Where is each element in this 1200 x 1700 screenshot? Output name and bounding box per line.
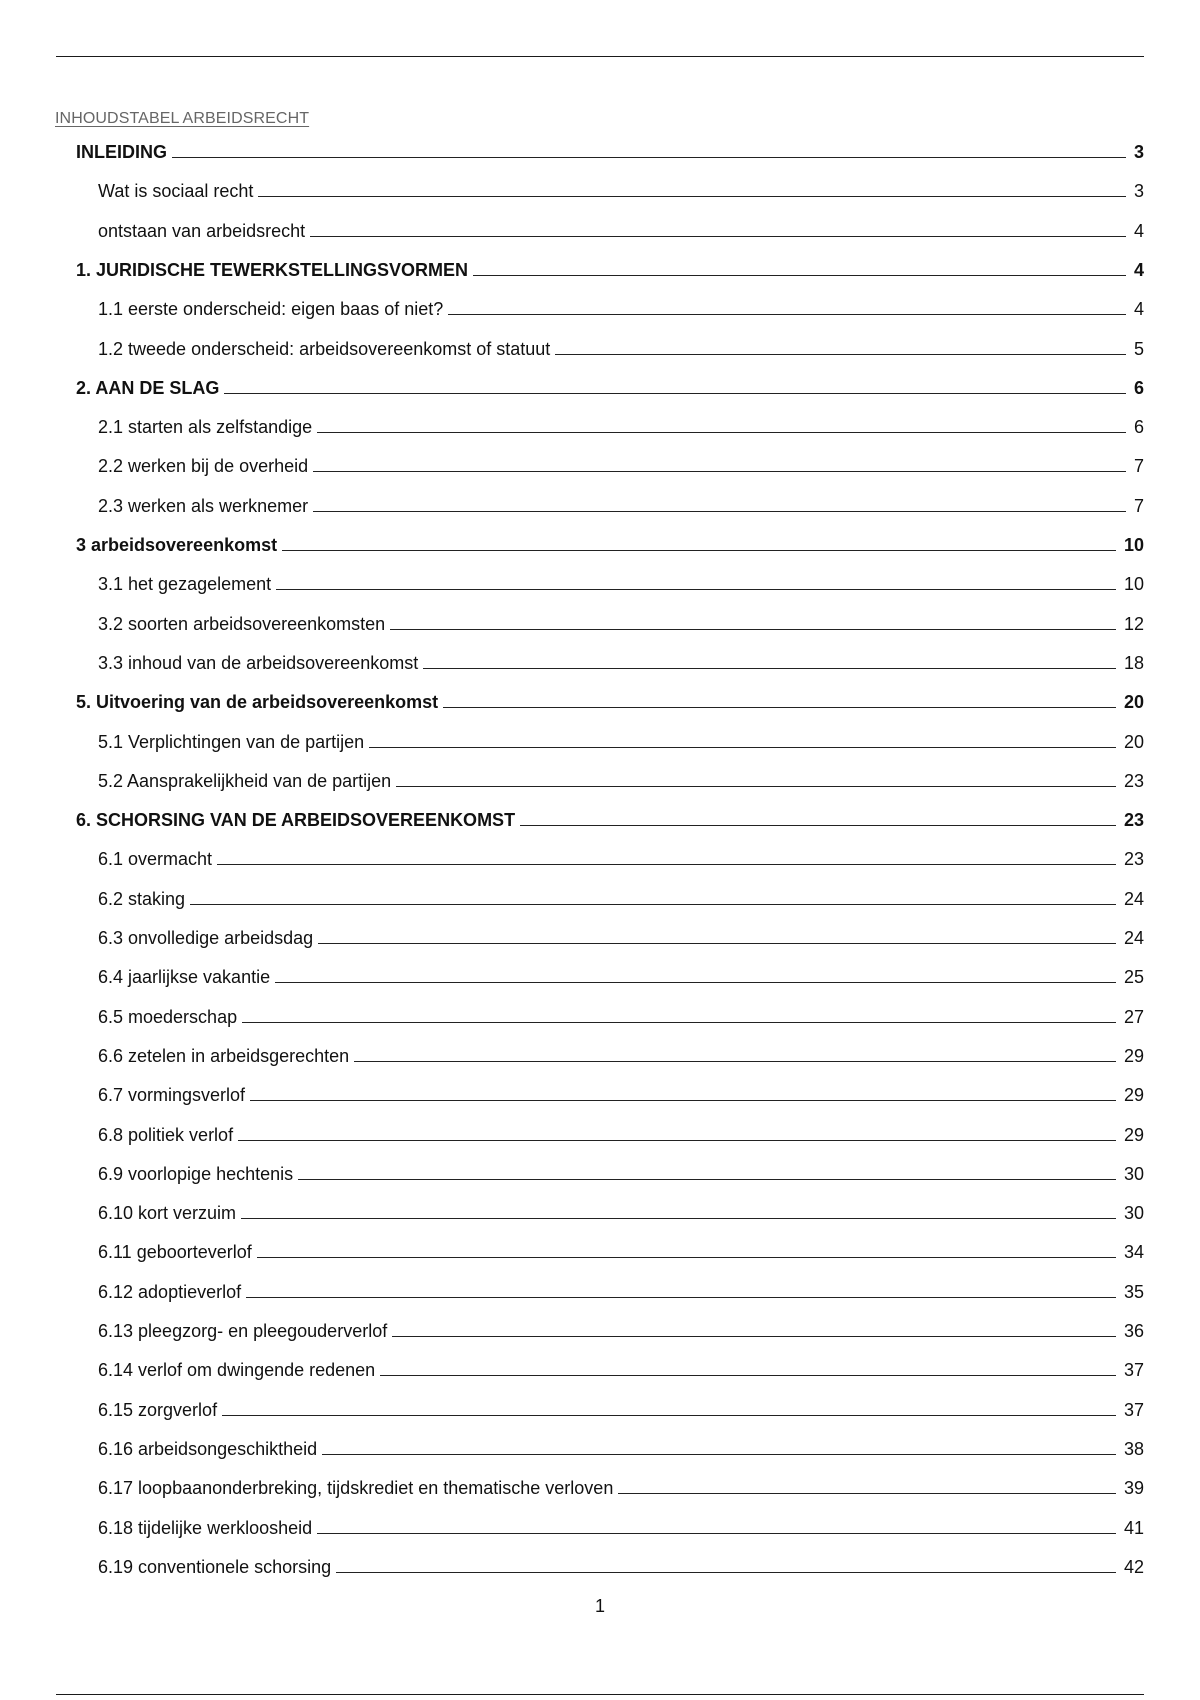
toc-section-entry[interactable]	[98, 493, 1144, 517]
toc-entry-label: 6.11 geboorteverlof	[98, 1242, 252, 1263]
toc-leader-line	[217, 864, 1116, 865]
toc-section-entry[interactable]	[98, 414, 1144, 438]
toc-page-number: 24	[1123, 888, 1144, 909]
toc-leader-line	[222, 1415, 1116, 1416]
toc-entry-label: 6.5 moederschap	[98, 1006, 238, 1027]
toc-entry-label: 6.18 tijdelijke werkloosheid	[98, 1517, 313, 1538]
toc-entry-label: 6.12 adoptieverlof	[98, 1281, 242, 1302]
toc-section-entry[interactable]	[98, 1397, 1144, 1421]
toc-entry-label: Wat is sociaal recht	[98, 181, 254, 202]
toc-page-number: 7	[1133, 495, 1144, 516]
toc-entry-label: 6.3 onvolledige arbeidsdag	[98, 928, 314, 948]
toc-page-number: 29	[1123, 1124, 1144, 1145]
toc-section-entry[interactable]	[98, 1436, 1144, 1460]
toc-entry-label: 1.1 eerste onderscheid: eigen baas of niet?	[98, 299, 444, 320]
toc-section-entry[interactable]	[98, 1475, 1144, 1499]
toc-page-number: 10	[1123, 574, 1144, 595]
toc-chapter-entry[interactable]	[76, 807, 1144, 831]
toc-page-number: 23	[1123, 810, 1144, 831]
toc-title: INHOUDSTABEL ARBEIDSRECHT	[55, 110, 310, 127]
toc-entry-label: 6.4 jaarlijkse vakantie	[98, 967, 271, 988]
toc-chapter-entry[interactable]	[76, 375, 1144, 399]
toc-leader-line	[313, 511, 1126, 512]
toc-leader-line	[354, 1061, 1116, 1062]
toc-page-number: 39	[1123, 1478, 1144, 1499]
toc-leader-line	[313, 471, 1126, 472]
footer-rule	[56, 1694, 1144, 1695]
toc-entry-label: 1.2 tweede onderscheid: arbeidsovereenkomst of statuut	[98, 338, 551, 359]
toc-page-number: 36	[1123, 1321, 1144, 1341]
toc-leader-line	[224, 393, 1126, 394]
toc-page-number: 4	[1133, 220, 1144, 241]
toc-entry-label: 6.15 zorgverlof	[98, 1399, 218, 1420]
toc-leader-line	[317, 1533, 1116, 1534]
toc-entry-label: 5.2 Aansprakelijkheid van de partijen	[98, 770, 392, 791]
toc-page-number: 29	[1123, 1045, 1144, 1066]
toc-entry-label: 2.1 starten als zelfstandige	[98, 417, 313, 438]
toc-entry-label: 6. SCHORSING VAN DE ARBEIDSOVEREENKOMST	[76, 810, 516, 831]
toc-page-number: 30	[1123, 1203, 1144, 1224]
toc-entry-label: 2. AAN DE SLAG	[76, 377, 220, 398]
toc-leader-line	[318, 943, 1116, 944]
toc-leader-line	[317, 432, 1126, 433]
toc-section-entry[interactable]	[98, 296, 1144, 320]
toc-leader-line	[172, 157, 1126, 158]
toc-chapter-entry[interactable]	[76, 139, 1144, 163]
toc-page-number: 7	[1133, 456, 1144, 477]
toc-leader-line	[322, 1454, 1116, 1455]
toc-leader-line	[298, 1179, 1116, 1180]
toc-section-entry[interactable]	[98, 1515, 1144, 1539]
toc-page-number: 30	[1123, 1163, 1144, 1184]
toc-section-entry[interactable]	[98, 611, 1144, 635]
toc-section-entry[interactable]	[98, 1004, 1144, 1028]
toc-section-entry[interactable]	[98, 1200, 1144, 1224]
toc-page-number: 23	[1123, 770, 1144, 791]
toc-leader-line	[190, 904, 1116, 905]
toc-leader-line	[555, 354, 1126, 355]
toc-leader-line	[380, 1375, 1116, 1376]
toc-page-number: 23	[1123, 849, 1144, 870]
toc-leader-line	[250, 1100, 1116, 1101]
toc-leader-line	[310, 236, 1126, 237]
toc-section-entry[interactable]	[98, 336, 1144, 360]
toc-leader-line	[392, 1336, 1116, 1337]
toc-page-number: 38	[1123, 1438, 1144, 1459]
toc-section-entry[interactable]	[98, 1122, 1144, 1146]
toc-page-number: 20	[1123, 731, 1144, 752]
toc-page-number: 12	[1123, 613, 1144, 634]
toc-section-entry[interactable]	[98, 1318, 1144, 1342]
toc-entry-label: 6.17 loopbaanonderbreking, tijdskrediet en thematische verloven	[98, 1478, 614, 1499]
toc-leader-line	[282, 550, 1116, 551]
toc-leader-line	[257, 1257, 1116, 1258]
toc-page-number: 37	[1123, 1360, 1144, 1381]
toc-page-number: 6	[1133, 377, 1144, 398]
toc-entry-label: 6.7 vormingsverlof	[98, 1085, 246, 1106]
page-number: 1	[594, 1596, 605, 1616]
toc-section-entry[interactable]	[98, 846, 1144, 870]
toc-page-number: 24	[1123, 928, 1144, 948]
toc-leader-line	[396, 786, 1116, 787]
toc-leader-line	[423, 668, 1116, 669]
toc-entry-label: 6.6 zetelen in arbeidsgerechten	[98, 1045, 350, 1066]
toc-entry-label: 6.14 verlof om dwingende redenen	[98, 1360, 376, 1381]
toc-page-number: 35	[1123, 1281, 1144, 1302]
toc-entry-label: 3.1 het gezagelement	[98, 574, 272, 595]
toc-page-number: 6	[1133, 417, 1144, 438]
toc-page-number: 4	[1133, 299, 1144, 320]
toc-entry-label: 5.1 Verplichtingen van de partijen	[98, 731, 365, 752]
toc-page-number: 3	[1133, 181, 1144, 202]
toc-leader-line	[448, 314, 1126, 315]
toc-section-entry[interactable]	[98, 571, 1144, 595]
toc-entry-label: 6.9 voorlopige hechtenis	[98, 1163, 294, 1184]
toc-entry-label: 1. JURIDISCHE TEWERKSTELLINGSVORMEN	[76, 259, 469, 280]
toc-section-entry[interactable]	[98, 650, 1144, 674]
toc-chapter-entry[interactable]	[76, 257, 1144, 281]
toc-leader-line	[238, 1140, 1116, 1141]
toc-leader-line	[246, 1297, 1116, 1298]
toc-leader-line	[241, 1218, 1116, 1219]
toc-section-entry[interactable]	[98, 1357, 1144, 1381]
toc-page-number: 41	[1123, 1517, 1144, 1538]
toc-entry-label: 6.16 arbeidsongeschiktheid	[98, 1438, 318, 1459]
toc-section-entry[interactable]	[98, 1279, 1144, 1303]
toc-entry-label: 6.13 pleegzorg- en pleegouderverlof	[98, 1321, 388, 1341]
toc-entry-label: ontstaan van arbeidsrecht	[98, 220, 306, 241]
toc-leader-line	[618, 1493, 1116, 1494]
toc-section-entry[interactable]	[98, 925, 1144, 949]
toc-leader-line	[473, 275, 1126, 276]
toc-leader-line	[336, 1572, 1116, 1573]
toc-section-entry[interactable]	[98, 729, 1144, 753]
toc-section-entry[interactable]	[98, 1554, 1144, 1578]
toc-entry-label: 3.3 inhoud van de arbeidsovereenkomst	[98, 652, 419, 673]
toc-entry-label: 6.10 kort verzuim	[98, 1203, 237, 1224]
toc-leader-line	[443, 707, 1116, 708]
toc-entry-label: 3.2 soorten arbeidsovereenkomsten	[98, 613, 386, 634]
toc-entry-label: 6.19 conventionele schorsing	[98, 1556, 332, 1577]
toc-leader-line	[520, 825, 1116, 826]
toc-page-number: 34	[1123, 1242, 1144, 1263]
toc-section-entry[interactable]	[98, 768, 1144, 792]
toc-page-number: 37	[1123, 1399, 1144, 1420]
toc-entry-label: 6.8 politiek verlof	[98, 1124, 234, 1145]
toc-page-number: 20	[1123, 692, 1144, 713]
toc-page-number: 3	[1133, 142, 1144, 162]
toc-section-entry[interactable]	[98, 1043, 1144, 1067]
toc-leader-line	[276, 589, 1116, 590]
toc-section-entry[interactable]	[98, 453, 1144, 477]
toc-leader-line	[369, 747, 1116, 748]
toc-section-entry[interactable]	[98, 1082, 1144, 1106]
toc-chapter-entry[interactable]	[76, 532, 1144, 556]
toc-entry-label: 2.2 werken bij de overheid	[98, 456, 309, 477]
toc-leader-line	[275, 982, 1116, 983]
toc-leader-line	[242, 1022, 1116, 1023]
toc-section-entry[interactable]	[98, 178, 1144, 202]
toc-chapter-entry[interactable]	[76, 689, 1144, 713]
toc-page-number: 10	[1123, 535, 1144, 555]
toc-section-entry[interactable]	[98, 886, 1144, 910]
toc-page-number: 29	[1123, 1085, 1144, 1106]
toc-page-number: 4	[1133, 259, 1144, 280]
toc-entry-label: 6.1 overmacht	[98, 849, 213, 870]
toc-section-entry[interactable]	[98, 964, 1144, 988]
toc-section-entry[interactable]	[98, 1239, 1144, 1263]
toc-entry-label: 5. Uitvoering van de arbeidsovereenkomst	[76, 692, 439, 713]
toc-entry-label: INLEIDING	[76, 142, 168, 162]
toc-leader-line	[258, 196, 1126, 197]
toc-page-number: 5	[1133, 338, 1144, 359]
toc-page-number: 42	[1123, 1556, 1144, 1577]
toc-page-number: 18	[1123, 652, 1144, 673]
toc-section-entry[interactable]	[98, 218, 1144, 242]
toc-entry-label: 6.2 staking	[98, 888, 186, 909]
toc-section-entry[interactable]	[98, 1161, 1144, 1185]
toc-entry-label: 2.3 werken als werknemer	[98, 495, 309, 516]
toc-page-number: 25	[1123, 967, 1144, 988]
toc-leader-line	[390, 629, 1116, 630]
toc-entry-label: 3 arbeidsovereenkomst	[76, 535, 278, 555]
toc-page-number: 27	[1123, 1006, 1144, 1027]
